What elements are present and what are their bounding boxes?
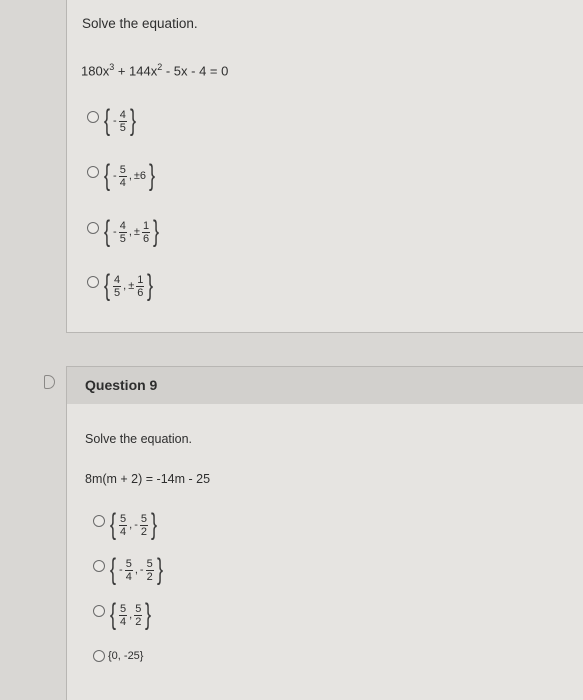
question-prompt: Solve the equation. <box>85 432 193 446</box>
answer-option-d[interactable] <box>87 271 155 301</box>
question-prompt: Solve the equation. <box>82 16 198 31</box>
answer-set: { - $\frac{4}{5}$ , ± $\frac{1}{6}$ } <box>104 215 160 248</box>
answer-option-b[interactable] <box>87 161 157 191</box>
answer-option-b[interactable] <box>93 555 165 585</box>
answer-option-c[interactable] <box>87 217 161 247</box>
radio-button[interactable] <box>87 276 99 288</box>
answer-set: { - $\frac{5}{4}$ , ±6 } <box>104 159 156 192</box>
answer-set: { - $\frac{5}{4}$ , - $\frac{5}{2}$ } <box>110 553 163 586</box>
equation: $180x^3 + 144x^2 - 5x - 4 = 0$ <box>81 62 229 79</box>
answer-option-a[interactable] <box>93 510 159 540</box>
radio-button[interactable] <box>93 650 105 662</box>
radio-button[interactable] <box>87 166 99 178</box>
flag-icon[interactable] <box>44 375 55 389</box>
radio-button[interactable] <box>87 222 99 234</box>
question-9-header <box>66 366 583 406</box>
question-title: Question 9 <box>85 377 158 393</box>
radio-button[interactable] <box>93 560 105 572</box>
answer-set: { - $\frac{4}{5}$ } <box>104 104 136 137</box>
equation: 8m(m + 2) = -14m - 25 <box>85 472 211 486</box>
answer-set: {0, -25} <box>108 650 144 662</box>
answer-set: { $\frac{5}{4}$ , $\frac{5}{2}$ } <box>110 598 152 631</box>
answer-set: { $\frac{4}{5}$ , ± $\frac{1}{6}$ } <box>104 269 154 302</box>
answer-set: { $\frac{5}{4}$ , - $\frac{5}{2}$ } <box>110 508 158 541</box>
question-9-panel <box>66 404 583 700</box>
answer-option-d[interactable] <box>93 650 144 662</box>
radio-button[interactable] <box>93 515 105 527</box>
radio-button[interactable] <box>93 605 105 617</box>
answer-option-c[interactable] <box>93 600 153 630</box>
radio-button[interactable] <box>87 111 99 123</box>
answer-option-a[interactable] <box>87 106 138 136</box>
question-8-panel <box>66 0 583 333</box>
